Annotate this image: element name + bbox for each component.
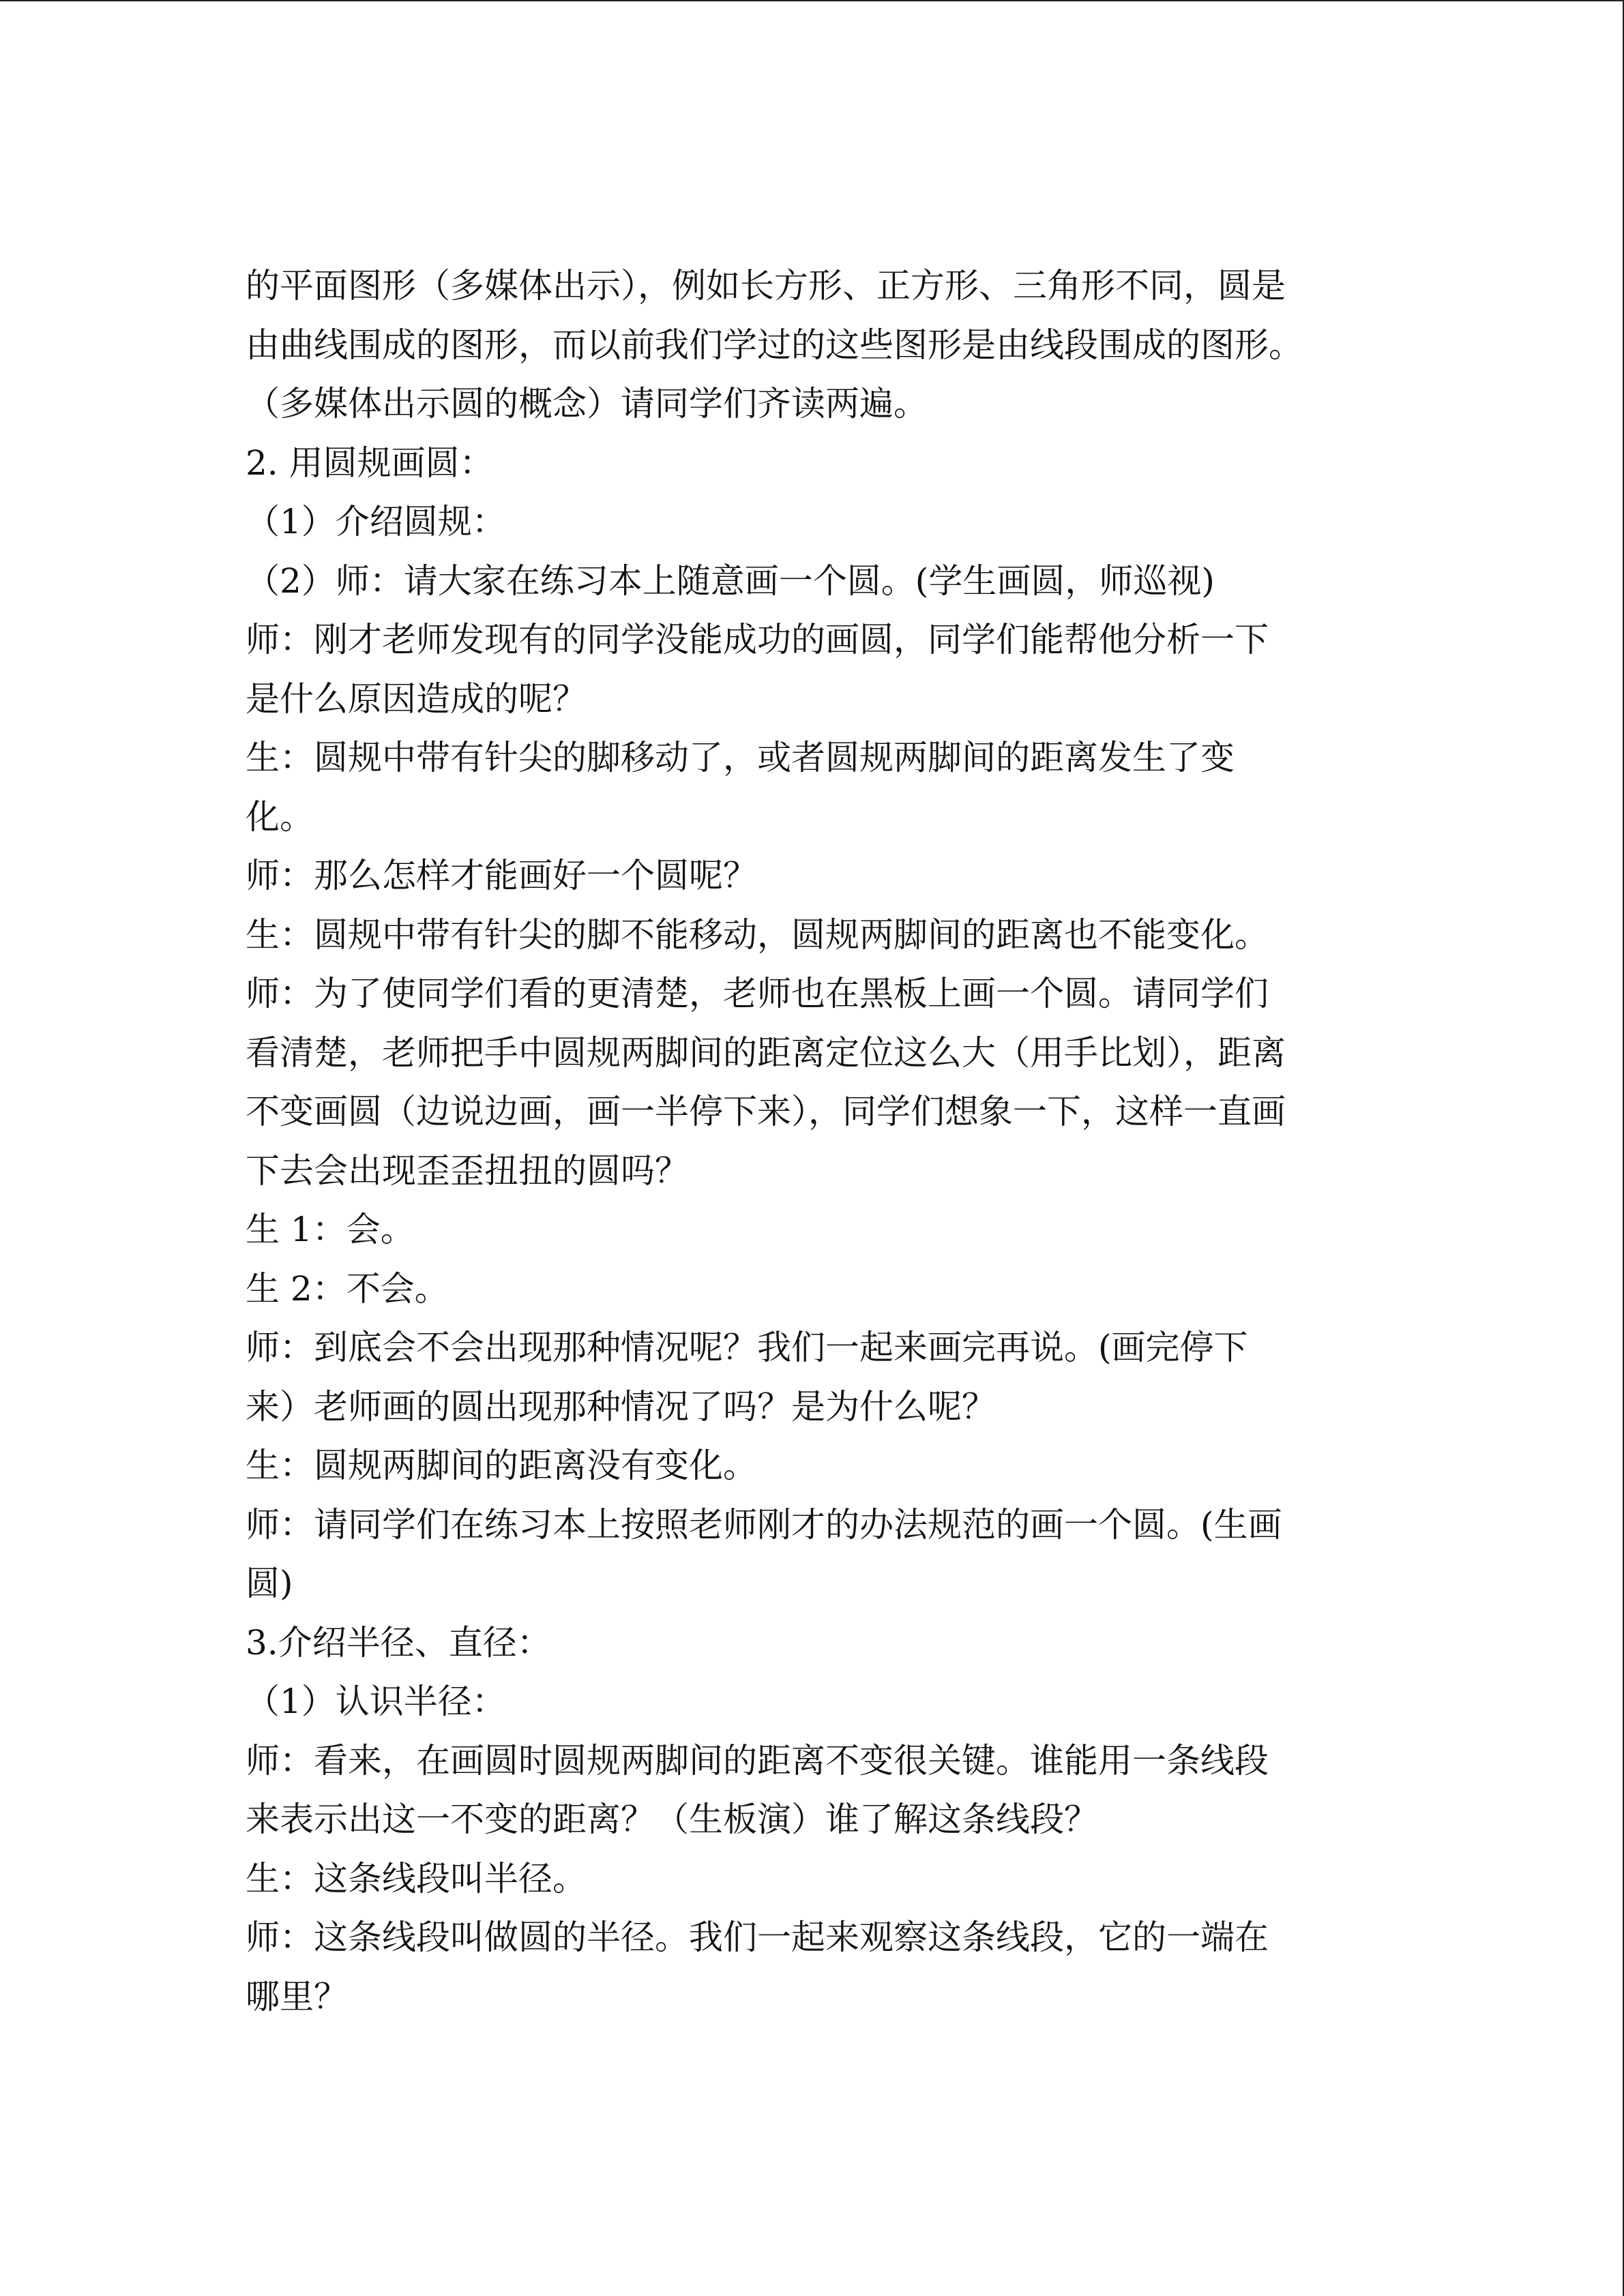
text-line: 的平面图形（多媒体出示），例如长方形、正方形、三角形不同，圆是: [246, 266, 1286, 305]
text-line: 师：这条线段叫做圆的半径。我们一起来观察这条线段，它的一端在: [246, 1918, 1269, 1957]
text-line: 来表示出这一不变的距离？（生板演）谁了解这条线段？: [246, 1800, 1098, 1839]
text-line: （多媒体出示圆的概念）请同学们齐读两遍。: [246, 384, 928, 423]
text-line: 来）老师画的圆出现那种情况了吗？是为什么呢？: [246, 1386, 996, 1427]
text-line: 化。: [246, 796, 314, 837]
text-line: 生：这条线段叫半径。: [246, 1858, 587, 1898]
section-heading: 3.介绍半径、直径：: [246, 1622, 551, 1663]
text-line: 生：圆规中带有针尖的脚不能移动，圆规两脚间的距离也不能变化。: [246, 914, 1269, 955]
text-line: 生：圆规中带有针尖的脚移动了，或者圆规两脚间的距离发生了变: [246, 738, 1235, 777]
text-line: 由曲线围成的图形，而以前我们学过的这些图形是由线段围成的图形。: [246, 325, 1303, 365]
text-line: 生：圆规两脚间的距离没有变化。: [246, 1446, 757, 1485]
text-line: 下去会出现歪歪扭扭的圆吗？: [246, 1150, 689, 1191]
text-line: 生 1：会。: [246, 1210, 415, 1249]
subsection-heading: （1）介绍圆规：: [246, 502, 506, 541]
text-line: 不变画圆（边说边画，画一半停下来），同学们想象一下，这样一直画: [246, 1092, 1286, 1131]
text-line: 圆): [246, 1564, 293, 1603]
text-line: 师：到底会不会出现那种情况呢？我们一起来画完再说。(画完停下: [246, 1328, 1248, 1367]
text-line: 是什么原因造成的呢？: [246, 679, 587, 719]
text-line: 哪里？: [246, 1976, 348, 2016]
text-line: 师：那么怎样才能画好一个圆呢？: [246, 856, 757, 895]
text-line: 师：请同学们在练习本上按照老师刚才的办法规范的画一个圆。(生画: [246, 1504, 1282, 1545]
text-line: 生 2：不会。: [246, 1268, 449, 1309]
text-line: 师：为了使同学们看的更清楚，老师也在黑板上画一个圆。请同学们: [246, 974, 1269, 1013]
text-line: 师：看来，在画圆时圆规两脚间的距离不变很关键。谁能用一条线段: [246, 1740, 1269, 1780]
document-body: [246, 256, 1419, 2026]
section-heading: 2. 用圆规画圆：: [246, 443, 494, 483]
text-line: 看清楚，老师把手中圆规两脚间的距离定位这么大（用手比划），距离: [246, 1032, 1286, 1073]
text-line: （2）师：请大家在练习本上随意画一个圆。(学生画圆，师巡视): [246, 561, 1215, 601]
text-line: 师：刚才老师发现有的同学没能成功的画圆，同学们能帮他分析一下: [246, 620, 1269, 659]
subsection-heading: （1）认识半径：: [246, 1682, 506, 1721]
